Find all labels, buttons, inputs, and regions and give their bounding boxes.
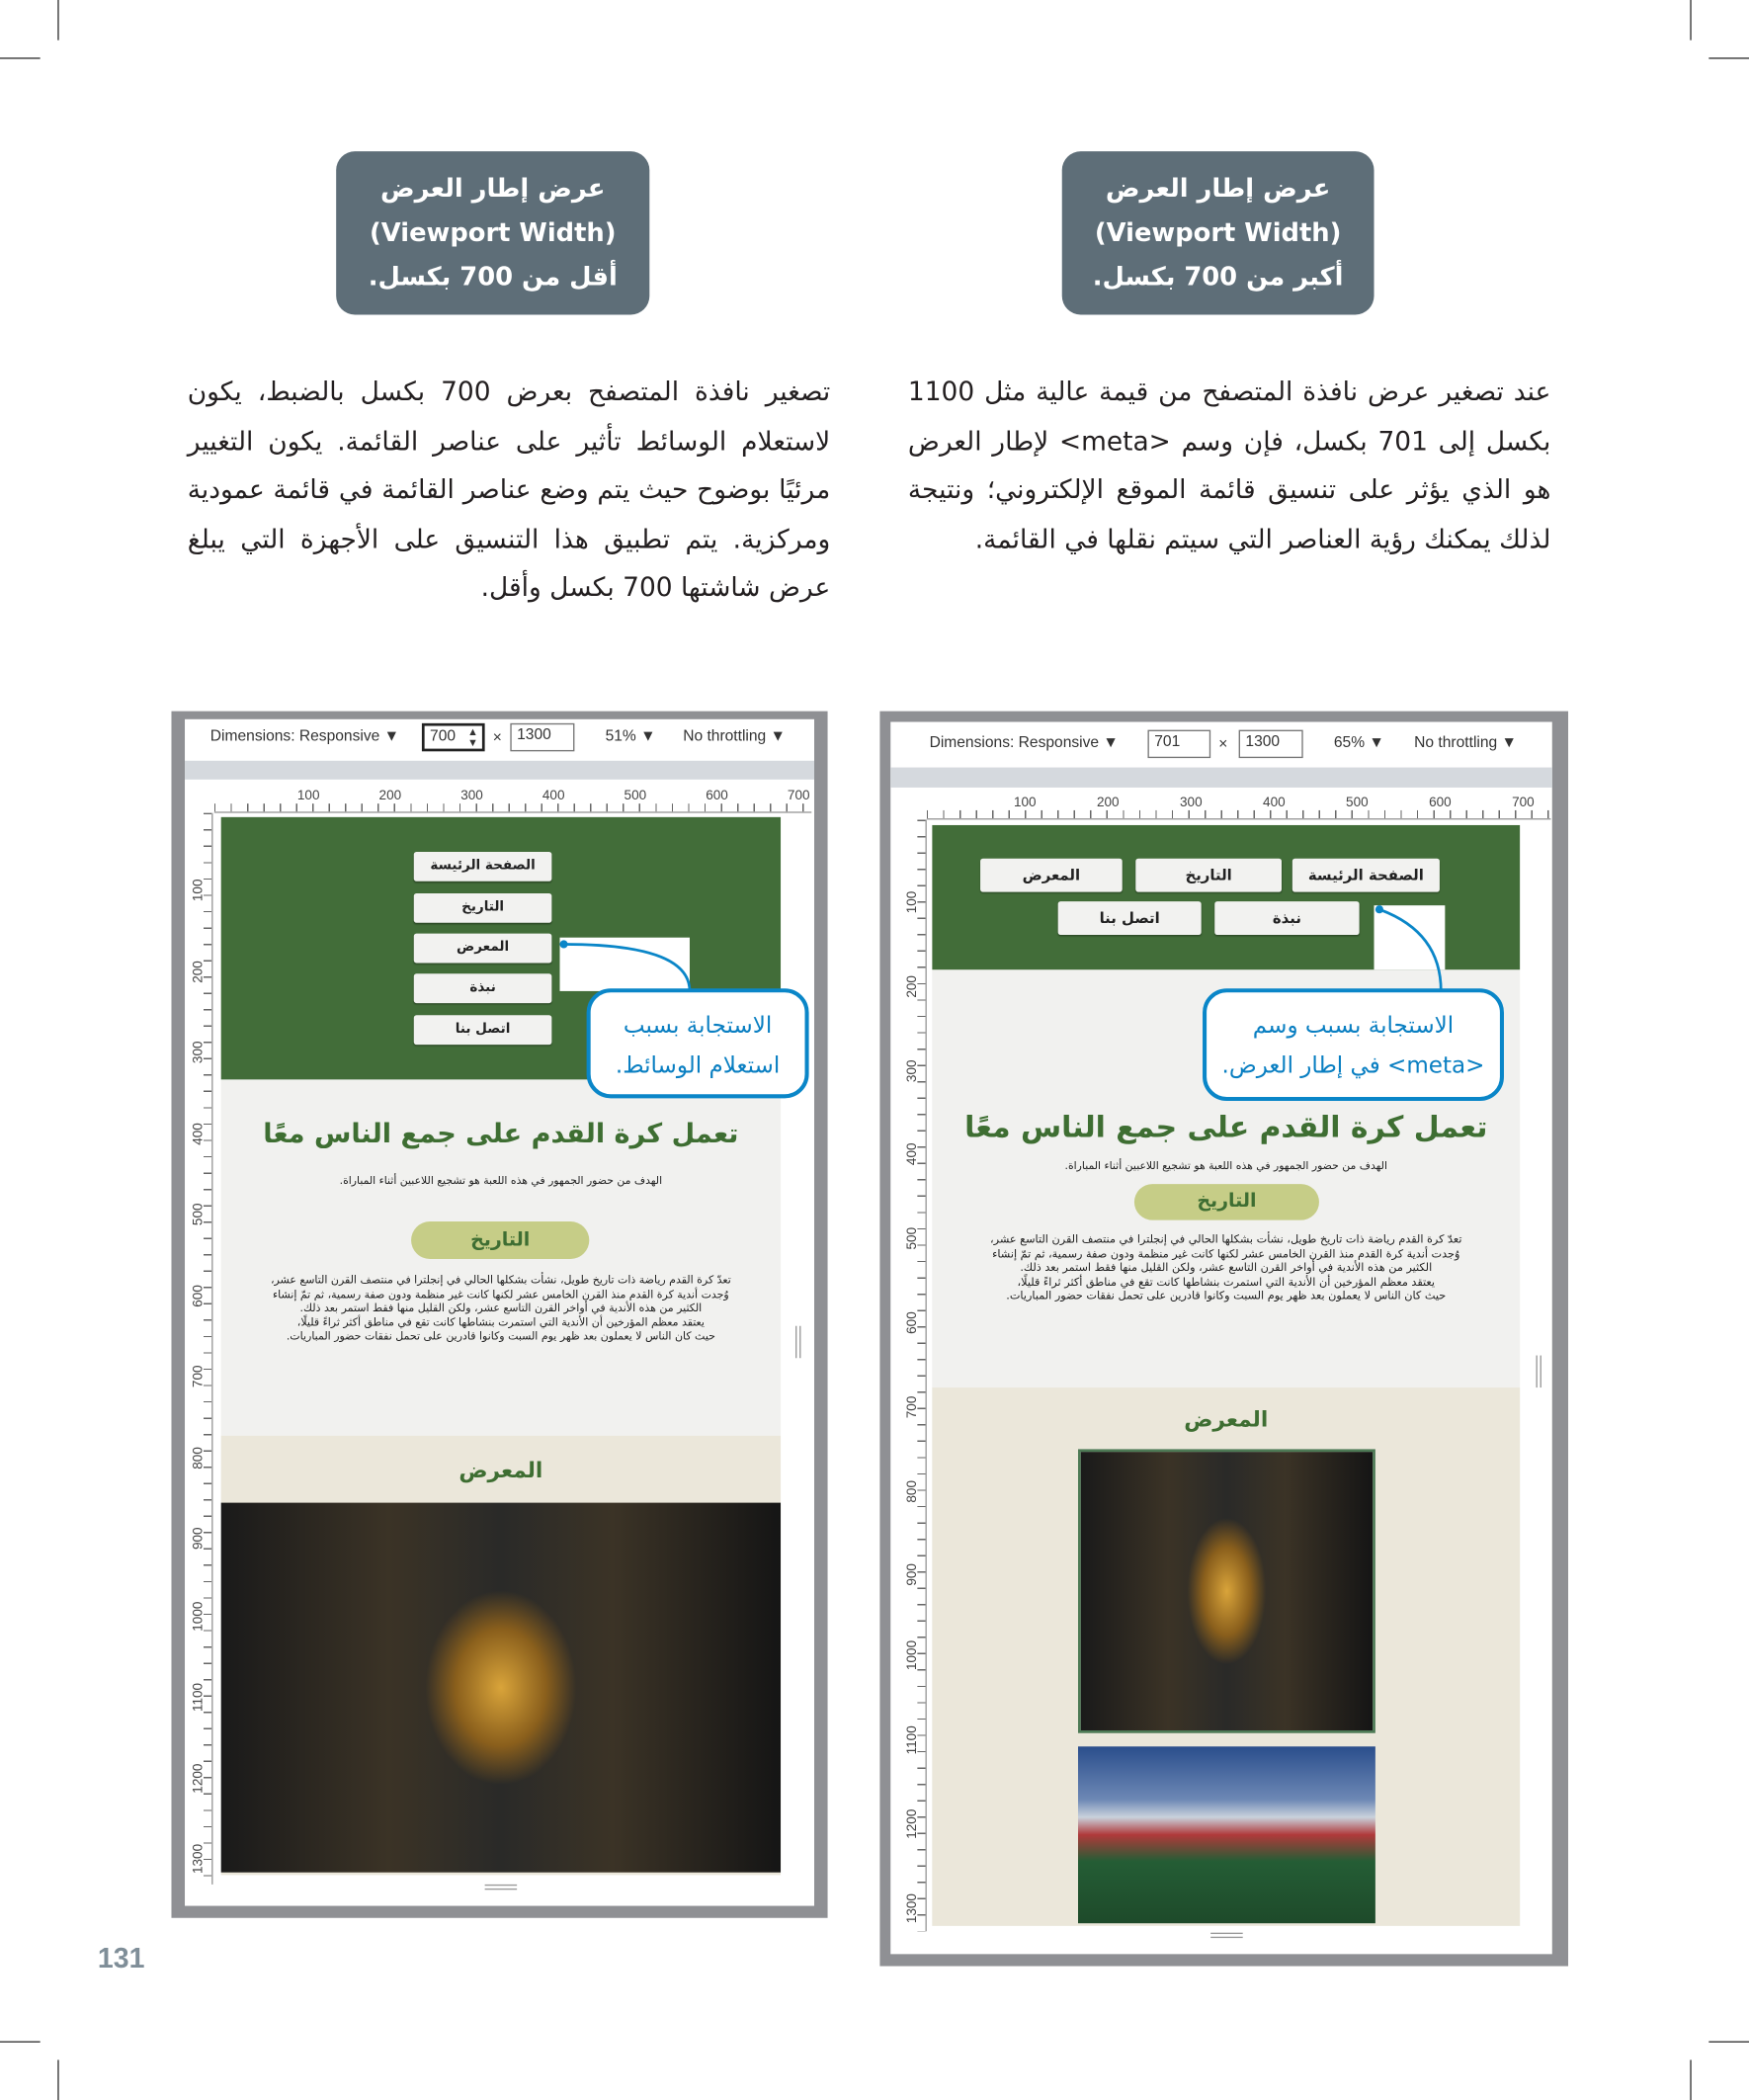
- text-line: حيث كان الناس لا يعملون بعد ظهر يوم السبت وكانوا قادرين على تحمل نفقات حضور المباريات.: [1006, 1289, 1447, 1302]
- ruler-label: 700: [905, 1395, 921, 1418]
- width-input[interactable]: 701: [1147, 730, 1210, 758]
- callout-line: استعلام الوسائط.: [615, 1052, 781, 1080]
- text-line: حيث كان الناس لا يعملون بعد ظهر يوم السبت وكانوا قادرين على تحمل نفقات حضور المباريات.: [286, 1328, 715, 1343]
- label-line: عرض إطار العرض: [1105, 174, 1331, 205]
- text-line: وُجدت أندية كرة القدم منذ القرن الخامس عشر لكنها كانت غير منظمة ودون صفة رسمية، ثم تمّ إنشاء: [992, 1246, 1460, 1260]
- ruler-label: 200: [378, 789, 402, 804]
- dimensions-dropdown[interactable]: Dimensions: Responsive ▼: [929, 735, 1119, 752]
- ruler-label: 600: [706, 789, 728, 804]
- ruler-label: 300: [460, 789, 483, 804]
- ruler-label: 900: [191, 1527, 207, 1551]
- dimensions-dropdown[interactable]: Dimensions: Responsive ▼: [209, 728, 400, 745]
- gallery-title: المعرض: [1184, 1406, 1269, 1432]
- nav-button[interactable]: نبذة: [1214, 901, 1359, 935]
- throttling-dropdown[interactable]: No throttling ▼: [683, 728, 786, 745]
- label-line: أكبر من 700 بكسل.: [1092, 262, 1344, 293]
- nav-button[interactable]: المعرض: [414, 934, 552, 964]
- ruler-label: 1100: [191, 1682, 207, 1713]
- site-heading: تعمل كرة القدم على جمع الناس معًا: [964, 1111, 1488, 1145]
- stepper-icon[interactable]: ▲ ▼: [467, 725, 478, 749]
- text-line: تعدّ كرة القدم رياضة ذات تاريخ طويل، نشأت بشكلها الحالي في إنجلترا في منتصف القرن التاسع عشر،: [270, 1272, 731, 1287]
- ruler-label: 700: [1512, 796, 1535, 810]
- ruler-label: 300: [1180, 796, 1203, 810]
- ruler-label: 600: [191, 1284, 207, 1307]
- ruler-label: 200: [1096, 796, 1120, 810]
- callout-meta-viewport: [1203, 988, 1504, 1101]
- left-paragraph: تصغير نافذة المتصفح بعرض 700 بكسل بالضبط، يكون لاستعلام الوسائط تأثير على عناصر القائمة. يكون التغيير مرئيًا بوضوح حيث يتم وضع عناصر القائمة في قائمة عمودية ومركزية. يتم تطبيق هذا التنسيق على الأجهزة التي يبلغ عرض شاشتها 700 بكسل وأقل.: [187, 376, 831, 603]
- callout-line-right: [1379, 909, 1441, 991]
- text-line: تعدّ كرة القدم رياضة ذات تاريخ طويل، نشأت بشكلها الحالي في إنجلترا في منتصف القرن التاسع عشر،: [989, 1231, 1462, 1246]
- ruler-label: 800: [191, 1446, 207, 1470]
- label-line: أقل من 700 بكسل.: [368, 262, 618, 293]
- page-number: 131: [97, 1943, 145, 1974]
- nav-button[interactable]: اتصل بنا: [1058, 901, 1202, 935]
- ruler-label: 500: [191, 1203, 207, 1226]
- ruler-label: 1100: [905, 1725, 921, 1755]
- times-sign: ×: [1218, 736, 1228, 753]
- text-line: وُجدت أندية كرة القدم منذ القرن الخامس عشر لكنها كانت غير منظمة ودون صفة رسمية، ثم تمّ إنشاء: [273, 1286, 729, 1301]
- throttling-dropdown[interactable]: No throttling ▼: [1414, 735, 1517, 752]
- history-button[interactable]: التاريخ: [411, 1221, 589, 1259]
- nav-button[interactable]: التاريخ: [414, 893, 552, 923]
- ruler-label: 700: [191, 1365, 207, 1388]
- ruler-label: 200: [191, 960, 207, 983]
- label-line: (Viewport Width): [369, 217, 617, 248]
- callout-dot: [1375, 905, 1383, 913]
- ruler-label: 100: [905, 890, 921, 914]
- right-paragraph: عند تصغير عرض نافذة المتصفح من قيمة عالية مثل 1100 بكسل إلى 701 بكسل، فإن وسم <meta> لإطار العرض هو الذي يؤثر على تنسيق قائمة الموقع الإلكتروني؛ ونتيجة لذلك يمكنك رؤية العناصر التي سيتم نقلها في القائمة.: [907, 376, 1551, 554]
- callout-dot: [560, 940, 568, 948]
- nav-button[interactable]: نبذة: [414, 973, 552, 1003]
- zoom-dropdown[interactable]: 65% ▼: [1333, 735, 1384, 752]
- ruler-label: 500: [1346, 796, 1369, 810]
- callout-line: <meta> في إطار العرض.: [1221, 1052, 1485, 1080]
- ruler-label: 1300: [905, 1892, 921, 1923]
- site-subtitle: الهدف من حضور الجمهور في هذه اللعبة هو تشجيع اللاعبين أثناء المباراة.: [1064, 1159, 1387, 1172]
- height-input[interactable]: 1300: [1239, 730, 1303, 758]
- text-line: يعتقد معظم المؤرخين أن الأندية التي استمرت بنشاطها كانت تقع في مناطق أكثر ثراءً قليلًا،: [296, 1314, 705, 1329]
- ruler-label: 800: [905, 1479, 921, 1503]
- ruler-label: 100: [1013, 796, 1037, 810]
- text-line: يعتقد معظم المؤرخين أن الأندية التي استمرت بنشاطها كانت تقع في مناطق أكثر ثراءً قليلًا،: [1017, 1274, 1435, 1289]
- ruler-label: 600: [1429, 796, 1452, 810]
- ruler-label: 700: [787, 789, 810, 804]
- nav-button[interactable]: الصفحة الرئيسة: [414, 852, 552, 882]
- width-value: 700: [430, 728, 457, 745]
- site-subtitle: الهدف من حضور الجمهور في هذه اللعبة هو تشجيع اللاعبين أثناء المباراة.: [339, 1174, 663, 1187]
- label-line: عرض إطار العرض: [380, 174, 606, 205]
- ruler-label: 100: [191, 879, 207, 902]
- ruler-label: 1000: [905, 1640, 921, 1671]
- ruler-label: 400: [541, 789, 565, 804]
- ruler-label: 400: [191, 1122, 207, 1145]
- ruler-label: 1200: [191, 1762, 207, 1794]
- ruler-label: 1300: [191, 1843, 207, 1875]
- ruler-label: 300: [191, 1041, 207, 1064]
- nav-button[interactable]: التاريخ: [1135, 859, 1282, 892]
- ruler-label: 200: [905, 974, 921, 998]
- height-input[interactable]: 1300: [510, 723, 574, 751]
- history-button[interactable]: التاريخ: [1134, 1184, 1319, 1220]
- callout-line: الاستجابة بسبب وسم: [1252, 1012, 1455, 1040]
- ruler-label: 100: [296, 789, 320, 804]
- callout-line: الاستجابة بسبب: [623, 1012, 773, 1040]
- ruler-label: 500: [624, 789, 647, 804]
- callout-media-query: [587, 988, 809, 1098]
- ruler-label: 900: [905, 1563, 921, 1587]
- times-sign: ×: [492, 729, 502, 746]
- ruler-label: 1200: [905, 1808, 921, 1839]
- ruler-label: 500: [905, 1227, 921, 1250]
- gallery-title: المعرض: [458, 1457, 543, 1483]
- ruler-label: 1000: [191, 1600, 207, 1632]
- ruler-label: 300: [905, 1058, 921, 1082]
- label-line: (Viewport Width): [1094, 217, 1342, 248]
- callout-line-left: [564, 944, 690, 990]
- nav-button[interactable]: اتصل بنا: [414, 1015, 552, 1045]
- zoom-dropdown[interactable]: 51% ▼: [605, 728, 656, 745]
- ruler-label: 400: [1263, 796, 1286, 810]
- ruler-label: 400: [905, 1143, 921, 1166]
- text-line: الكثير من هذه الأندية في أواخر القرن التاسع عشر، ولكن القليل منها فقط استمر بعد ذلك.: [1020, 1260, 1433, 1275]
- site-heading: تعمل كرة القدم على جمع الناس معًا: [263, 1117, 739, 1149]
- text-line: الكثير من هذه الأندية في أواخر القرن التاسع عشر، ولكن القليل منها فقط استمر بعد ذلك.: [299, 1301, 703, 1314]
- ruler-label: 600: [905, 1311, 921, 1334]
- nav-button[interactable]: الصفحة الرئيسة: [1292, 859, 1440, 892]
- nav-button[interactable]: المعرض: [980, 859, 1123, 892]
